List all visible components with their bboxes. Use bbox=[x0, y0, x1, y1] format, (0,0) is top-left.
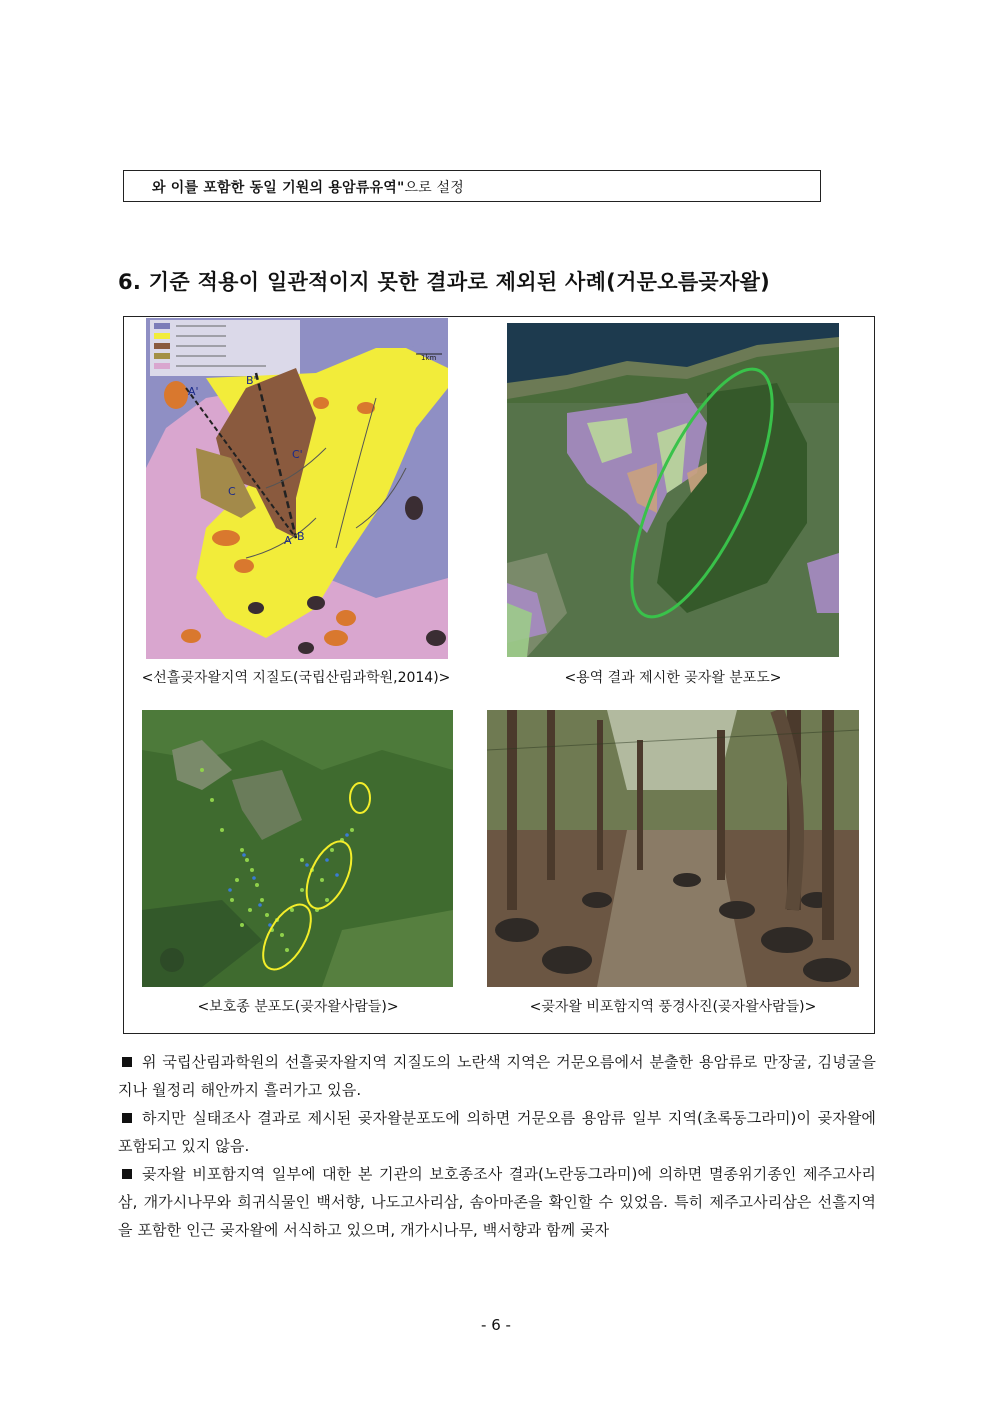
section-title: 6. 기준 적용이 일관적이지 못한 결과로 제외된 사례(거문오름곶자왈) bbox=[118, 270, 771, 294]
continued-text bbox=[152, 177, 464, 197]
distribution-map-caption: <용역 결과 제시한 곶자왈 분포도> bbox=[564, 670, 782, 686]
paragraph-1 bbox=[118, 1048, 876, 1104]
species-map-caption: <보호종 분포도(곶자왈사람들)> bbox=[197, 999, 399, 1015]
species-map-image bbox=[142, 710, 453, 987]
landscape-photo-caption: <곶자왈 비포함지역 풍경사진(곶자왈사람들)> bbox=[529, 999, 817, 1015]
map-scale-label: 1km bbox=[421, 354, 437, 362]
geology-map-caption: <선흘곶자왈지역 지질도(국립산림과학원,2014)> bbox=[141, 670, 451, 686]
map-label-a-prime: A' bbox=[188, 385, 199, 398]
distribution-map-image bbox=[507, 323, 839, 657]
paragraph-3 bbox=[118, 1160, 876, 1244]
map-label-a: A bbox=[284, 534, 292, 547]
continued-text-bold: 와 이를 포함한 동일 기원의 용암류유역" bbox=[152, 180, 405, 196]
map-label-b: B bbox=[297, 530, 305, 543]
page-number: - 6 - bbox=[481, 1316, 511, 1334]
map-label-c: C bbox=[228, 485, 236, 498]
paragraph-2-text: 하지만 실태조사 결과로 제시된 곶자왈분포도에 의하면 거문오름 용암류 일부 지역(초록동그라미)이 곶자왈에 포함되고 있지 않음. bbox=[118, 1109, 876, 1155]
bullet-icon bbox=[122, 1169, 132, 1179]
paragraph-3-text: 곶자왈 비포함지역 일부에 대한 본 기관의 보호종조사 결과(노란동그라미)에 의하면 멸종위기종인 제주고사리삼, 개가시나무와 희귀식물인 백서향, 나도고사리삼, 솜아마존을 확인할 수 있었음. 특히 제주고사리삼은 선흘지역을 포함한 인근 곶자왈에 서식하고 있으며, 개가시나무, 백서향과 함께 곶자 bbox=[118, 1165, 876, 1239]
landscape-photo-image bbox=[487, 710, 859, 987]
paragraph-1-text: 위 국립산림과학원의 선흘곶자왈지역 지질도의 노란색 지역은 거문오름에서 분출한 용암류로 만장굴, 김녕굴을 지나 월정리 해안까지 흘러가고 있음. bbox=[118, 1053, 876, 1099]
bullet-icon bbox=[122, 1113, 132, 1123]
map-label-b-prime: B' bbox=[246, 374, 257, 387]
map-label-c-prime: C' bbox=[292, 448, 303, 461]
bullet-icon bbox=[122, 1057, 132, 1067]
continued-text-rest: 으로 설정 bbox=[404, 180, 464, 196]
paragraph-2 bbox=[118, 1104, 876, 1160]
geology-map-image bbox=[146, 318, 448, 659]
continued-text-box bbox=[123, 170, 821, 202]
